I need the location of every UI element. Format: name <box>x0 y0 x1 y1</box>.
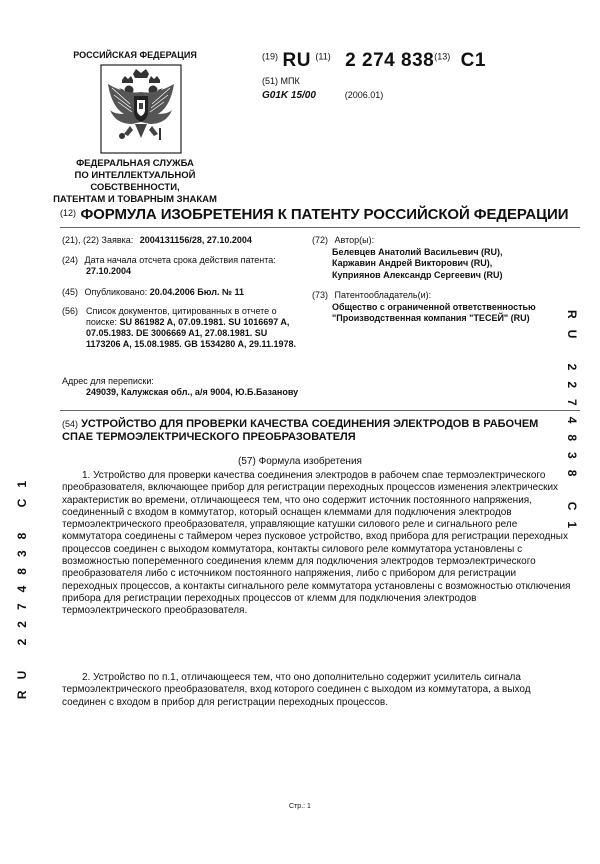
claim-1: 1. Устройство для проверки качества соединения электродов в рабочем спае термоэлектрического преобразователя, включающее прибор для регистрации переходных процессов изменения электрических характеристик во времени, отличающееся тем, что оно содержит источник постоянного напряжения, соединенный с входом в коммутатор, который оснащен клеммами для подключения электродов термоэлектрического преобразователя, управляющие катушки силового реле и сигнального реле коммутатора соединены с таймером через пусковое устройство, вход прибора для регистрации переходных процессов соединен с выходом коммутатора, контакты силового реле коммутатора установлены с возможностью попеременного соединения клемм для подключения электродов термоэлектрического преобразователя либо с источником постоянного напряжения, либо с прибором для регистрации переходных процессов, а контакты сигнального реле коммутатора установлены с возможностью отключения прибора для регистрации переходных процессов от клемм для подключения электродов термоэлектрического преобразователя. <box>62 470 571 617</box>
divider <box>60 227 580 228</box>
application-value: 2004131156/28, 27.10.2004 <box>139 235 252 245</box>
code-19: (19) <box>262 51 279 62</box>
invention-code: (54) <box>62 419 79 429</box>
country-code: RU <box>282 50 311 71</box>
published-code: (45) <box>62 287 79 297</box>
code-11: (11) <box>315 51 331 62</box>
address-value: 249039, Калужская обл., а/я 9004, Ю.Б.Базанову <box>86 387 299 397</box>
document-title <box>60 206 580 224</box>
ipc-row <box>262 90 383 101</box>
agency-name <box>40 158 230 206</box>
side-patent-number-left: RU 2274838 C1 <box>15 470 29 700</box>
owner-label: Патентообладатель(и): <box>334 290 432 300</box>
owner-code: (73) <box>312 290 329 300</box>
cited-documents-field <box>62 306 302 350</box>
code-12: (12) <box>60 208 77 218</box>
term-start-value: 27.10.2004 <box>86 266 132 276</box>
side-patent-number-right: RU 2274838 C1 <box>565 310 579 540</box>
authors-field <box>312 235 572 281</box>
application-field <box>62 235 312 246</box>
cited-value: SU 861982 A, 07.09.1981. SU 1016697 A, 07.05.1983. DE 3006669 A1, 27.08.1981. SU 1173206 A, 15.08.1985. GB 1534280 A, 29.11.1978. <box>86 317 297 349</box>
owner-field <box>312 290 572 325</box>
owner-name: "Производственная компания "ТЕСЕЙ" (RU) <box>332 313 530 323</box>
claim-2: 2. Устройство по п.1, отличающееся тем, что оно дополнительно содержит усилитель сигнала термоэлектрического преобразователя, вход которого соединен с выходом из коммутатора, а выход соединен с входом в прибор для регистрации переходных процессов. <box>62 672 531 708</box>
cited-label: Список документов, цитированных в отчете о поиске: <box>86 306 277 327</box>
published-label: Опубликовано: <box>84 287 148 297</box>
address-field <box>62 376 312 398</box>
authors-label: Автор(ы): <box>334 235 375 245</box>
patent-number-row <box>262 50 486 72</box>
term-start-code: (24) <box>62 255 79 265</box>
published-field <box>62 287 312 298</box>
agency-line: ПО ИНТЕЛЛЕКТУАЛЬНОЙ СОБСТВЕННОСТИ, <box>74 170 196 193</box>
coat-of-arms-emblem <box>100 64 182 154</box>
author-name: Белевцев Анатолий Васильевич (RU), <box>332 246 503 257</box>
published-value: 20.04.2006 Бюл. № 11 <box>149 287 245 297</box>
agency-line: ПАТЕНТАМ И ТОВАРНЫМ ЗНАКАМ <box>53 194 217 205</box>
term-start-field <box>62 255 312 277</box>
page-number: Стр.: 1 <box>289 803 311 810</box>
invention-title-text: УСТРОЙСТВО ДЛЯ ПРОВЕРКИ КАЧЕСТВА СОЕДИНЕНИЯ ЭЛЕКТРОДОВ В РАБОЧЕМ СПАЕ ТЕРМОЭЛЕКТРИЧЕСКОГО ПРЕОБРАЗОВАТЕЛЯ <box>62 418 539 443</box>
claims-heading: (57) Формула изобретения <box>238 456 362 467</box>
divider <box>60 410 580 411</box>
invention-title <box>62 418 572 444</box>
cited-code: (56) <box>62 306 79 316</box>
owner-name: Общество с ограниченной ответственностью <box>332 301 536 312</box>
ipc-version: (2006.01) <box>344 90 384 100</box>
author-name: Куприянов Александр Сергеевич (RU) <box>332 269 503 280</box>
kind-code: C1 <box>460 50 486 71</box>
author-name: Каржавин Андрей Викторович (RU), <box>332 258 493 268</box>
authors-code: (72) <box>312 235 329 245</box>
code-13: (13) <box>434 51 451 62</box>
document-title-text: ФОРМУЛА ИЗОБРЕТЕНИЯ К ПАТЕНТУ РОССИЙСКОЙ ФЕДЕРАЦИИ <box>80 206 569 223</box>
agency-line: ФЕДЕРАЛЬНАЯ СЛУЖБА <box>76 158 194 169</box>
ipc-class: G01K 15/00 <box>262 90 316 101</box>
application-code: (21), (22) Заявка: <box>62 235 134 245</box>
term-start-label: Дата начала отсчета срока действия патента: <box>84 255 276 265</box>
mpk-label: (51) МПК <box>262 76 300 86</box>
country-name: РОССИЙСКАЯ ФЕДЕРАЦИЯ <box>73 50 197 60</box>
cited-text <box>86 306 302 350</box>
address-label: Адрес для переписки: <box>62 376 154 386</box>
patent-number: 2 274 838 <box>345 50 435 71</box>
